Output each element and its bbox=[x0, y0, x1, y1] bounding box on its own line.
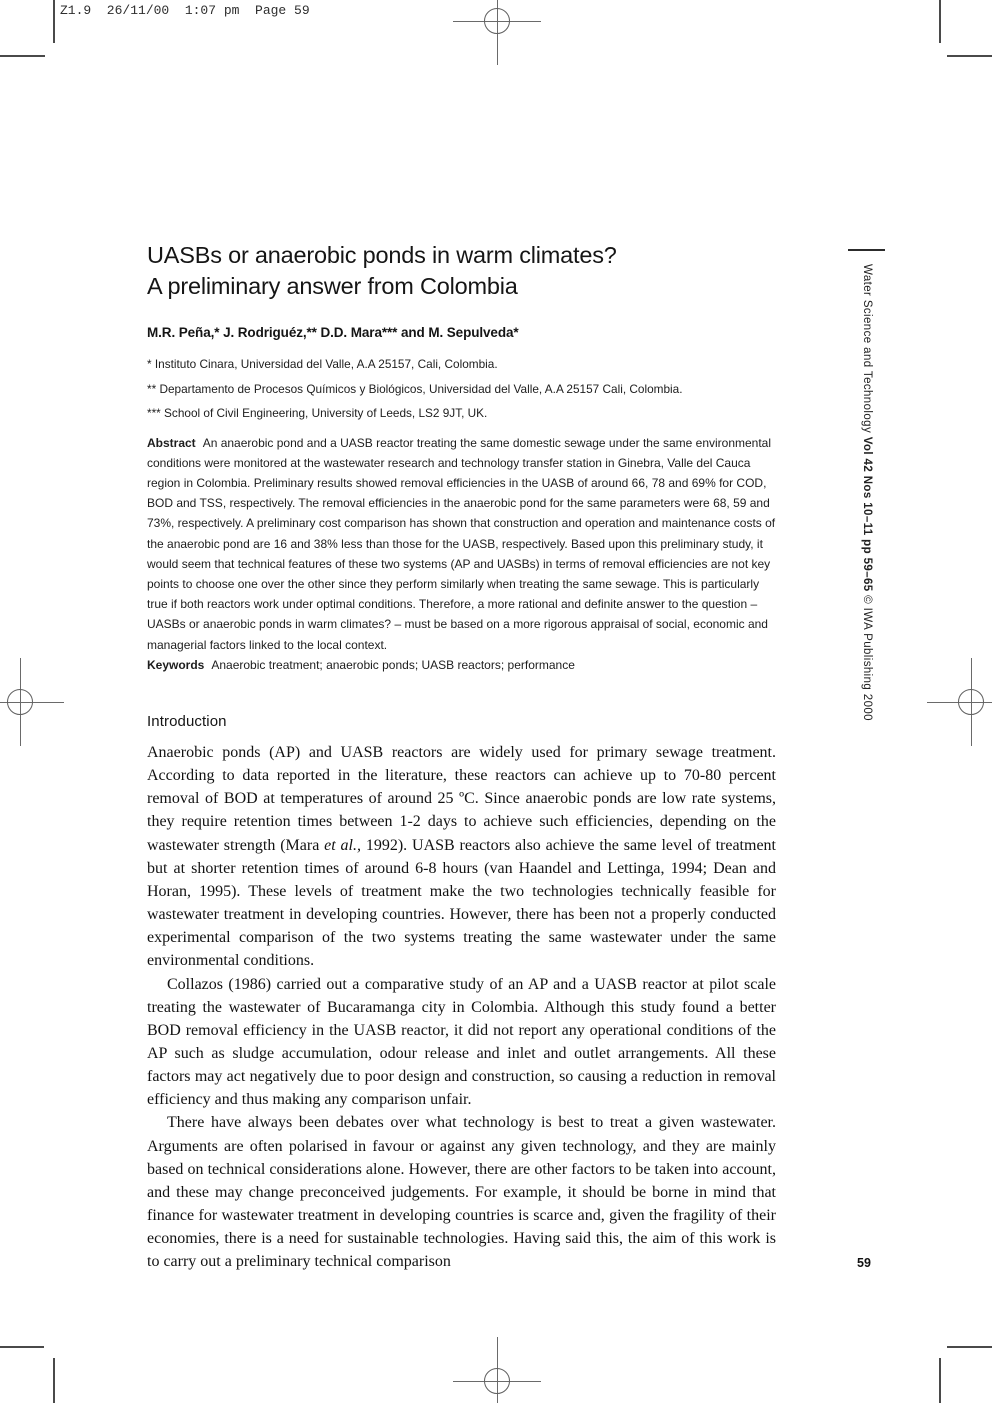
crosshair-circle bbox=[484, 1368, 510, 1394]
section-heading-introduction: Introduction bbox=[147, 712, 227, 730]
journal-citation-sidebar bbox=[861, 264, 873, 824]
affiliation-line: * Instituto Cinara, Universidad del Valle, A.A 25157, Cali, Colombia. bbox=[147, 357, 498, 371]
affiliations-block bbox=[147, 352, 776, 426]
registration-mark-icon bbox=[453, 0, 541, 65]
abstract-text: An anaerobic pond and a UASB reactor treating the same domestic sewage under the same environmental conditions were monitored at the wastewater research and technology transfer station in Ginebra, Valle del Cauca region in Colombia. Preliminary results showed removal efficiencies in the UASB of around 66, 78 and 69% for COD, BOD and TSS, respectively. The removal efficiencies in the anaerobic pond for the same parameters were 68, 59 and 73%, respectively. A preliminary cost comparison has shown that construction and operation and maintenance costs of the anaerobic pond are 16 and 38% less than those for the UASB, respectively. Based upon this preliminary study, it would seem that technical features of these two systems (AP and UASBs) in terms of removal efficiencies are not key points to choose one over the other since they perform similarly when treating the same sewage. This is particularly true if both reactors work under optimal conditions. Therefore, a more rational and definite answer to the question – UASBs or anaerobic ponds in warm climates? – must be based on a more rigorous appraisal of social, economic and managerial factors linked to the local context. bbox=[147, 435, 776, 652]
abstract-paragraph bbox=[147, 433, 776, 655]
affiliation-line: *** School of Civil Engineering, University of Leeds, LS2 9JT, UK. bbox=[147, 406, 488, 420]
abstract-label: Abstract bbox=[147, 435, 196, 450]
journal-copyright: © IWA Publishing 2000 bbox=[861, 591, 873, 721]
paragraph-1-text: Anaerobic ponds (AP) and UASB reactors are widely used for primary sewage treatment. According to data reported in the literature, these reactors can achieve up to 70-80 percent removal of BOD at temperatures of around 25 ºC. Since anaerobic ponds are low rate systems, they require retention times between 1-2 days to achieve such efficiencies, depending on the wastewater strength (Mara bbox=[147, 743, 776, 854]
title-line-2: A preliminary answer from Colombia bbox=[147, 273, 518, 299]
keywords-line bbox=[147, 655, 776, 675]
article-column bbox=[147, 240, 776, 1274]
paragraph-1 bbox=[147, 741, 776, 973]
introduction-body bbox=[147, 741, 776, 1274]
keywords-label: Keywords bbox=[147, 657, 205, 672]
trim-mark bbox=[0, 1346, 44, 1348]
trim-mark bbox=[53, 0, 55, 43]
registration-mark-icon bbox=[453, 1337, 541, 1403]
trim-mark bbox=[939, 0, 941, 43]
paragraph-2: Collazos (1986) carried out a comparative study of an AP and a UASB reactor at pilot scale treating the wastewater of Bucaramanga city in Colombia. Although this study found a better BOD removal efficiency in the UASB reactor, it did not report any operational conditions of the AP such as sludge accumulation, odour release and inlet and outlet arrangements. All these factors may act negatively due to poor design and construction, so causing a reduction in removal efficiency and thus making any comparison unfair. bbox=[147, 975, 776, 1109]
page-number: 59 bbox=[857, 1256, 871, 1270]
trim-mark bbox=[0, 55, 45, 57]
authors-line: M.R. Peña,* J. Rodriguéz,** D.D. Mara*** and M. Sepulveda* bbox=[147, 325, 519, 340]
crosshair-circle bbox=[958, 689, 984, 715]
journal-volume-info: Vol 42 Nos 10–11 pp 59–65 bbox=[861, 436, 873, 592]
paragraph-1-text: 1992). UASB reactors also achieve the same level of treatment but at shorter retention times of around 6-8 hours (van Haandel and Lettinga, 1994; Dean and Horan, 1995). These levels of treatment make the two technologies technically feasible for wastewater treatment in developing countries. However, there has been not a properly conducted experimental comparison of the two systems treating the same wastewater under the same environmental conditions. bbox=[147, 836, 776, 970]
title-line-1: UASBs or anaerobic ponds in warm climates? bbox=[147, 242, 617, 268]
trim-mark bbox=[53, 1358, 55, 1403]
affiliation-line: ** Departamento de Procesos Químicos y Biológicos, Universidad del Valle, A.A 25157 Cali, Colombia. bbox=[147, 381, 683, 396]
trim-mark bbox=[947, 1346, 992, 1348]
sidebar-rule bbox=[848, 249, 885, 251]
registration-mark-icon bbox=[0, 658, 64, 746]
abstract-block bbox=[147, 433, 776, 675]
paragraph-1-italic: et al., bbox=[324, 836, 361, 854]
registration-mark-icon bbox=[927, 658, 992, 746]
keywords-text: Anaerobic treatment; anaerobic ponds; UASB reactors; performance bbox=[211, 657, 575, 672]
paragraph-3: There have always been debates over what technology is best to treat a given wastewater. Arguments are often polarised in favour or against any given technology, and they are mainly based on technical considerations alone. However, there are other factors to be taken into account, and these may change preconceived judgements. For example, it should be borne in mind that finance for wastewater treatment in developing countries is scarce and, given the fragility of their economies, there is a need for sustainable technologies. Having said this, the aim of this work is to carry out a preliminary technical comparison bbox=[147, 1114, 776, 1271]
printer-slug-line: Z1.9 26/11/00 1:07 pm Page 59 bbox=[60, 3, 310, 18]
trim-mark bbox=[939, 1358, 941, 1403]
crosshair-circle bbox=[7, 689, 33, 715]
journal-name: Water Science and Technology bbox=[861, 264, 873, 437]
article-title bbox=[147, 240, 776, 302]
trim-mark bbox=[947, 55, 992, 57]
crosshair-circle bbox=[484, 8, 510, 34]
